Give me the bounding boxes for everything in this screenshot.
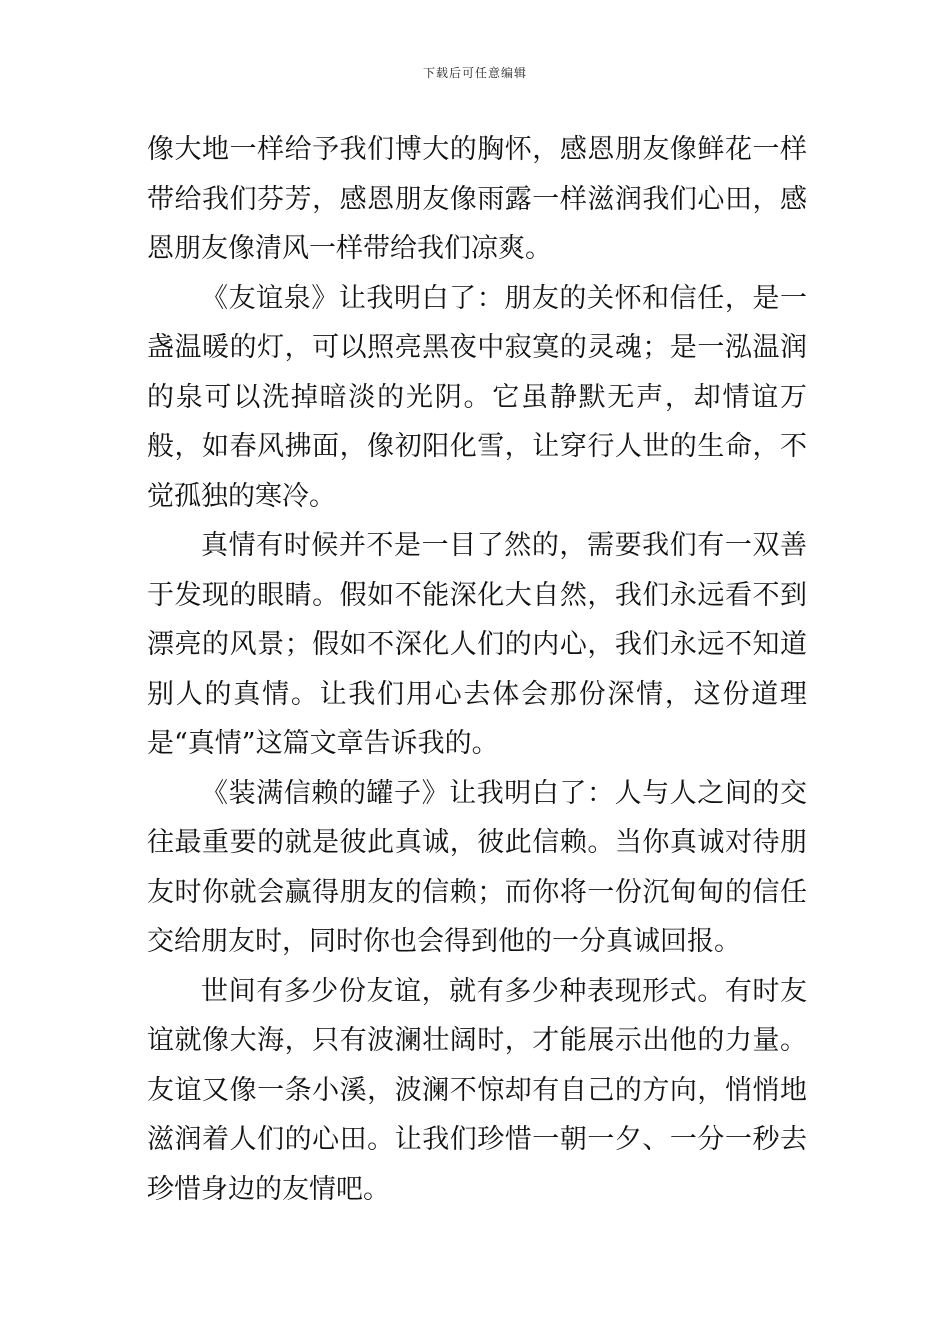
paragraph-3: 真情有时候并不是一目了然的，需要我们有一双善于发现的眼睛。假如不能深化大自然，我们永远看不到漂亮的风景；假如不深化人们的内心，我们永远不知道别人的真情。让我们用心去体会那份深情，这份道理是“真情”这篇文章告诉我的。 — [147, 530, 807, 759]
paragraph-2: 《友谊泉》让我明白了：朋友的关怀和信任，是一盏温暖的灯，可以照亮黑夜中寂寞的灵魂；是一泓温润的泉可以洗掉暗淡的光阴。它虽静默无声，却情谊万般，如春风拂面，像初阳化雪，让穿行人世的生命，不觉孤独的寒冷。 — [147, 282, 807, 512]
page-header: 下载后可任意编辑 — [422, 66, 527, 80]
paragraph-4: 《装满信赖的罐子》让我明白了：人与人之间的交往最重要的就是彼此真诚，彼此信赖。当你真诚对待朋友时你就会赢得朋友的信赖；而你将一份沉甸甸的信任交给朋友时，同时你也会得到他的一分真诚回报。 — [147, 777, 807, 957]
paragraph-5: 世间有多少份友谊，就有多少种表现形式。有时友谊就像大海，只有波澜壮阔时，才能展示出他的力量。友谊又像一条小溪，波澜不惊却有自己的方向，悄悄地滋润着人们的心田。让我们珍惜一朝一夕、一分一秒去珍惜身边的友情吧。 — [147, 975, 807, 1205]
document-body — [147, 125, 807, 1214]
paragraph-1: 像大地一样给予我们博大的胸怀，感恩朋友像鲜花一样带给我们芬芳，感恩朋友像雨露一样滋润我们心田，感恩朋友像清风一样带给我们凉爽。 — [147, 134, 807, 264]
